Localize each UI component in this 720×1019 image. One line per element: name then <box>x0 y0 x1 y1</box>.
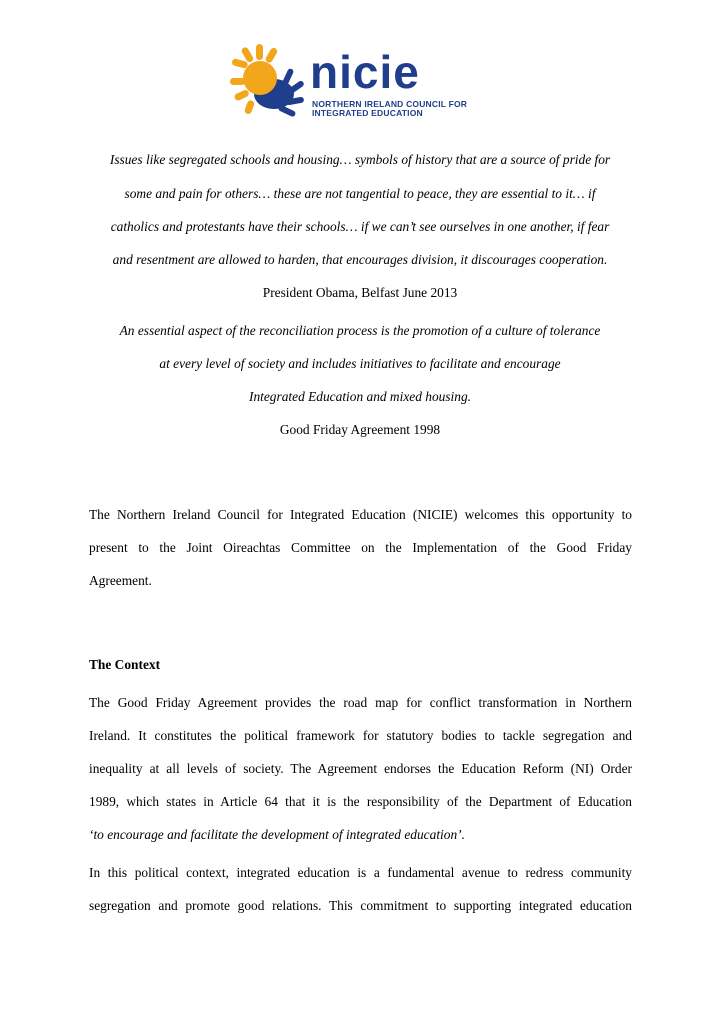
quote2-line-3: Integrated Education and mixed housing. <box>248 389 472 404</box>
logo-wordmark: nicie <box>310 46 420 98</box>
intro-line-2: present to the Joint Oireachtas Committee on the Implementation of the Good Friday <box>89 540 632 555</box>
quote1-line-3: catholics and protestants have their schools… if we can’t see ourselves in one another, if fear <box>110 219 610 234</box>
section-heading-context: The Context <box>89 657 161 672</box>
quote1-line-1: Issues like segregated schools and housing… symbols of history that are a source of pride for <box>109 152 611 167</box>
quote1-line-4: and resentment are allowed to harden, that encourages division, it discourages cooperation. <box>112 252 608 267</box>
intro-line-1: The Northern Ireland Council for Integrated Education (NICIE) welcomes this opportunity to <box>89 507 632 522</box>
nicie-logo <box>230 44 468 122</box>
logo-subtitle-line-1: NORTHERN IRELAND COUNCIL FOR <box>312 99 468 109</box>
context-para1-line-5: ‘to encourage and facilitate the development of integrated education’. <box>89 827 465 842</box>
quote2-line-1: An essential aspect of the reconciliation process is the promotion of a culture of tolerance <box>119 323 601 338</box>
context-para1-line-2: Ireland. It constitutes the political framework for statutory bodies to tackle segregation and <box>89 728 632 743</box>
context-para1-line-4: 1989, which states in Article 64 that it is the responsibility of the Department of Education <box>89 794 632 809</box>
intro-line-3: Agreement. <box>89 573 152 588</box>
quote1-attribution: President Obama, Belfast June 2013 <box>262 285 458 300</box>
context-para2-line-1: In this political context, integrated education is a fundamental avenue to redress community <box>89 865 632 880</box>
context-para2-line-2: segregation and promote good relations. This commitment to supporting integrated education <box>89 898 632 913</box>
context-para1-line-3: inequality at all levels of society. The Agreement endorses the Education Reform (NI) Order <box>89 761 632 776</box>
quote1-line-2: some and pain for others… these are not tangential to peace, they are essential to it… if <box>124 186 596 201</box>
context-para1-line-1: The Good Friday Agreement provides the road map for conflict transformation in Northern <box>89 695 632 710</box>
logo-subtitle-line-2: INTEGRATED EDUCATION <box>312 108 423 118</box>
quote2-attribution: Good Friday Agreement 1998 <box>279 422 441 437</box>
quote2-line-2: at every level of society and includes initiatives to facilitate and encourage <box>159 356 561 371</box>
hand-sun-logo-icon <box>230 44 316 122</box>
